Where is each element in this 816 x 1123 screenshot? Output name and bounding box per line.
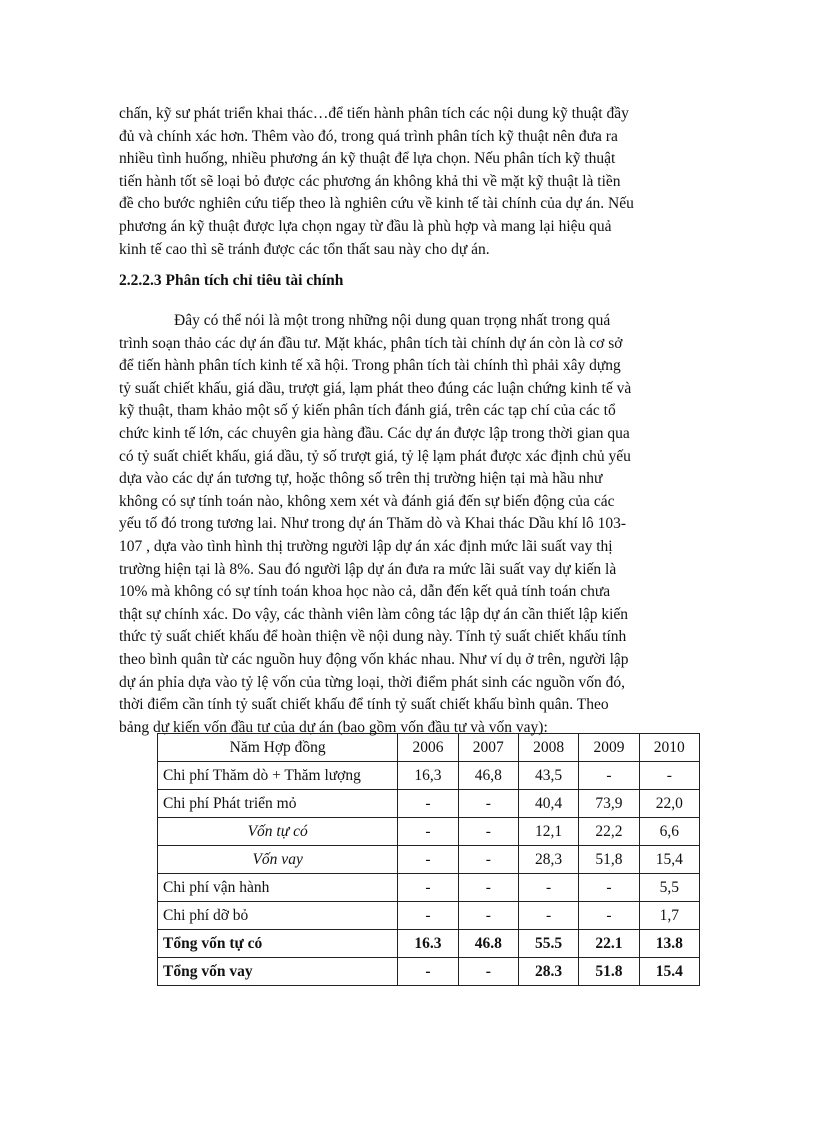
row-label-cell: Tổng vốn tự có <box>158 930 398 958</box>
value-cell: - <box>398 790 458 818</box>
value-cell: - <box>398 818 458 846</box>
text-line: không có sự tính toán nào, không xem xét và đánh giá đến sự biến động của các <box>119 492 615 510</box>
table-body <box>158 734 700 986</box>
value-cell: - <box>458 818 518 846</box>
text-line: đề cho bước nghiên cứu tiếp theo là nghiên cứu về kinh tế tài chính của dự án. Nếu <box>119 195 634 213</box>
text-line: có tỷ suất chiết khấu, giá dầu, tỷ số trượt giá, tỷ lệ lạm phát được xác định chủ yếu <box>119 447 631 465</box>
row-label-cell: Vốn vay <box>158 846 398 874</box>
header-cell: 2010 <box>639 734 699 762</box>
text-line: tỷ suất chiết khấu, giá dầu, trượt giá, lạm phát theo đúng các luận chứng kinh tế và <box>119 379 632 397</box>
value-cell: - <box>398 874 458 902</box>
value-cell: - <box>398 958 458 986</box>
value-cell: - <box>579 902 639 930</box>
value-cell: 15,4 <box>639 846 699 874</box>
paragraph-financial-analysis <box>119 310 699 739</box>
table-row <box>158 818 700 846</box>
value-cell: - <box>579 762 639 790</box>
text-line: kinh tế cao thì sẽ tránh được các tổn thất sau này cho dự án. <box>119 240 490 258</box>
row-label-cell: Chi phí dỡ bỏ <box>158 902 398 930</box>
row-label-cell: Vốn tự có <box>158 818 398 846</box>
value-cell: 22,2 <box>579 818 639 846</box>
value-cell: - <box>458 790 518 818</box>
value-cell: 12,1 <box>518 818 578 846</box>
value-cell: 15.4 <box>639 958 699 986</box>
value-cell: 16,3 <box>398 762 458 790</box>
row-label-cell: Chi phí Phát triển mỏ <box>158 790 398 818</box>
text-line: bảng dự kiến vốn đầu tư của dự án (bao gồm vốn đầu tư và vốn vay): <box>119 718 548 736</box>
header-cell: Năm Hợp đồng <box>158 734 398 762</box>
value-cell: - <box>458 902 518 930</box>
investment-capital-table <box>157 733 700 986</box>
header-cell: 2007 <box>458 734 518 762</box>
value-cell: - <box>458 958 518 986</box>
table-row <box>158 874 700 902</box>
value-cell: 22.1 <box>579 930 639 958</box>
text-line: tiến hành tốt sẽ loại bỏ được các phương án không khả thi về mặt kỹ thuật là tiền <box>119 172 621 190</box>
table-row <box>158 958 700 986</box>
section-heading: 2.2.2.3 Phân tích chỉ tiêu tài chính <box>119 272 344 289</box>
paragraph-technical-analysis <box>119 103 699 261</box>
value-cell: - <box>398 846 458 874</box>
text-line: để tiến hành phân tích kinh tế xã hội. Trong phân tích tài chính thì phải xây dựng <box>119 357 621 375</box>
text-line: đủ và chính xác hơn. Thêm vào đó, trong quá trình phân tích kỹ thuật nên đưa ra <box>119 127 618 145</box>
value-cell: - <box>398 902 458 930</box>
value-cell: - <box>458 846 518 874</box>
text-line: 10% mà không có sự tính toán khoa học nào cả, dẫn đến kết quả tính toán chưa <box>119 583 611 601</box>
value-cell: 1,7 <box>639 902 699 930</box>
text-line: nhiều tình huống, nhiều phương án kỹ thuật để lựa chọn. Nếu phân tích kỹ thuật <box>119 150 616 168</box>
text-line: trình soạn thảo các dự án đầu tư. Mặt khác, phân tích tài chính dự án còn là cơ sở <box>119 334 623 352</box>
text-line: phương án kỹ thuật được lựa chọn ngay từ đầu là phù hợp và mang lại hiệu quả <box>119 217 612 235</box>
value-cell: 73,9 <box>579 790 639 818</box>
text-line: 107 , dựa vào tình hình thị trường người lập dự án xác định mức lãi suất vay thị <box>119 537 613 555</box>
text-line: trường hiện tại là 8%. Sau đó người lập dự án đưa ra mức lãi suất vay dự kiến là <box>119 560 617 578</box>
value-cell: - <box>458 874 518 902</box>
value-cell: 40,4 <box>518 790 578 818</box>
value-cell: 43,5 <box>518 762 578 790</box>
row-label-cell: Chi phí Thăm dò + Thăm lượng <box>158 762 398 790</box>
row-label-cell: Tổng vốn vay <box>158 958 398 986</box>
text-line: thời điểm cần tính tỷ suất chiết khấu để tính tỷ suất chiết khấu bình quân. Theo <box>119 696 609 714</box>
text-line: chức kinh tế lớn, các chuyên gia hàng đầu. Các dự án được lập trong thời gian qua <box>119 424 630 442</box>
text-line: thật sự chính xác. Do vậy, các thành viên làm công tác lập dự án cần thiết lập kiến <box>119 605 629 623</box>
text-line: thức tỷ suất chiết khấu để hoàn thiện về nội dung này. Tính tỷ suất chiết khấu tính <box>119 628 627 646</box>
value-cell: 6,6 <box>639 818 699 846</box>
header-cell: 2008 <box>518 734 578 762</box>
text-line: chấn, kỹ sư phát triển khai thác…để tiến hành phân tích các nội dung kỹ thuật đầy <box>119 105 629 122</box>
text-line: Đây có thể nói là một trong những nội dung quan trọng nhất trong quá <box>174 312 611 329</box>
value-cell: 22,0 <box>639 790 699 818</box>
value-cell: 55.5 <box>518 930 578 958</box>
text-line: theo bình quân từ các nguồn huy động vốn khác nhau. Như ví dụ ở trên, người lập <box>119 650 629 668</box>
table-row <box>158 846 700 874</box>
text-line: dựa vào các dự án tương tự, hoặc thông số trên thị trường hiện tại mà hầu như <box>119 470 603 488</box>
text-line: kỹ thuật, tham khảo một số ý kiến phân tích đánh giá, trên các tạp chí của các tổ <box>119 402 616 420</box>
table-row <box>158 762 700 790</box>
value-cell: 13.8 <box>639 930 699 958</box>
value-cell: - <box>518 902 578 930</box>
header-cell: 2009 <box>579 734 639 762</box>
table-row <box>158 790 700 818</box>
value-cell: 28,3 <box>518 846 578 874</box>
text-line: dự án phỉa dựa vào tỷ lệ vốn của từng loại, thời điểm phát sinh các nguồn vốn đó, <box>119 673 626 691</box>
value-cell: 28.3 <box>518 958 578 986</box>
table-row <box>158 902 700 930</box>
header-cell: 2006 <box>398 734 458 762</box>
value-cell: - <box>579 874 639 902</box>
value-cell: 46.8 <box>458 930 518 958</box>
text-line: yếu tố đó trong tương lai. Như trong dự án Thăm dò và Khai thác Dầu khí lô 103- <box>119 515 627 533</box>
value-cell: 46,8 <box>458 762 518 790</box>
value-cell: - <box>639 762 699 790</box>
table-header-row <box>158 734 700 762</box>
value-cell: 51.8 <box>579 958 639 986</box>
row-label-cell: Chi phí vận hành <box>158 874 398 902</box>
value-cell: 16.3 <box>398 930 458 958</box>
value-cell: - <box>518 874 578 902</box>
value-cell: 51,8 <box>579 846 639 874</box>
value-cell: 5,5 <box>639 874 699 902</box>
table-row <box>158 930 700 958</box>
